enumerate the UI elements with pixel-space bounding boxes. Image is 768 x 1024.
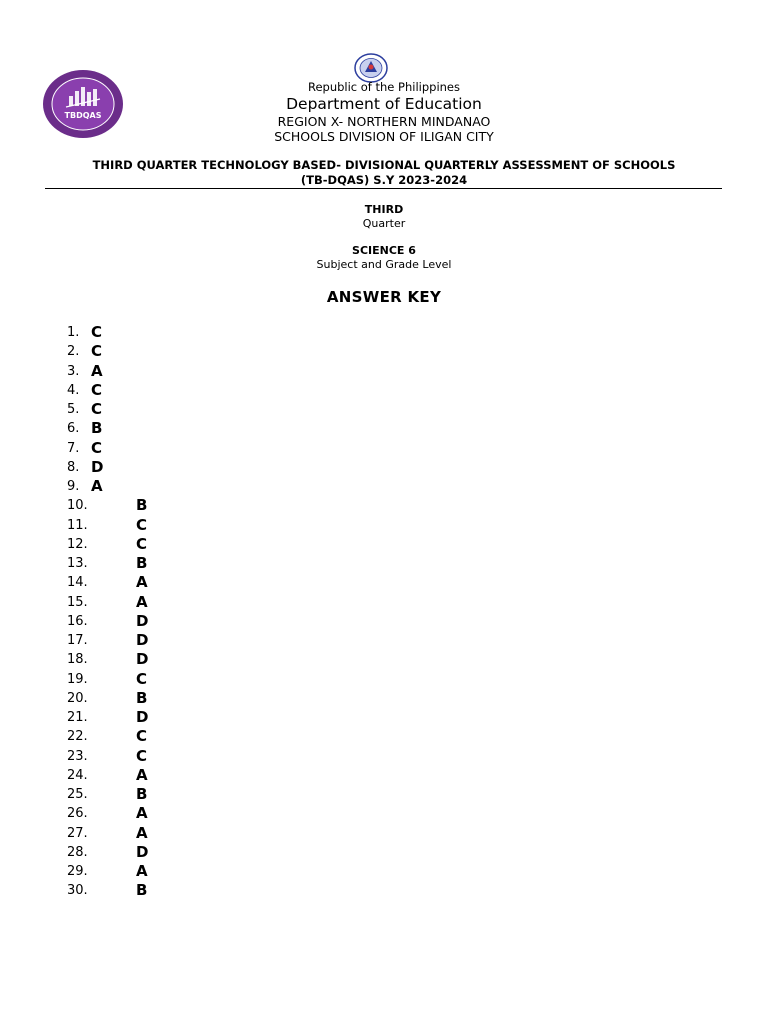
answer-letter: C (91, 342, 103, 361)
answer-item (67, 862, 367, 881)
region-line: REGION X- NORTHERN MINDANAO (277, 114, 491, 129)
answer-item (67, 689, 367, 708)
republic-line: Republic of the Philippines (307, 80, 461, 94)
answer-item (67, 785, 367, 804)
answer-item (67, 573, 367, 592)
answer-letter: C (136, 534, 148, 553)
answer-letter: B (136, 496, 148, 515)
answer-number: 5. (67, 402, 80, 417)
answer-item (67, 766, 367, 785)
answer-number: 14. (67, 575, 88, 591)
answer-letter: D (136, 650, 149, 669)
answer-number: 17. (67, 633, 88, 648)
answer-item (67, 554, 367, 573)
answer-letter: D (136, 842, 149, 861)
answer-number: 8. (67, 459, 80, 475)
answer-number: 12. (67, 536, 88, 552)
subject-value: SCIENCE 6 (352, 244, 416, 257)
answer-number: 13. (67, 556, 88, 571)
answer-letter: A (136, 765, 148, 784)
answer-letter: C (136, 727, 148, 746)
answer-letter: A (91, 361, 103, 380)
answer-item (67, 593, 367, 612)
answer-letter: C (136, 669, 148, 688)
answer-item (67, 362, 367, 381)
answer-number: 10. (67, 498, 88, 514)
answer-item (67, 535, 367, 554)
answer-letter: B (91, 419, 103, 438)
answer-letter: A (136, 823, 148, 842)
answer-item (67, 727, 367, 746)
answer-number: 3. (67, 363, 80, 379)
answer-item (67, 419, 367, 438)
answer-letter: C (136, 515, 148, 534)
answer-item (67, 881, 367, 900)
answer-letter: A (91, 477, 103, 495)
answer-number: 29. (67, 864, 88, 879)
answer-number: 22. (67, 729, 88, 745)
answer-number: 24. (67, 767, 88, 783)
department-name: Department of Education (286, 95, 482, 113)
answer-number: 27. (67, 825, 88, 841)
answer-number: 28. (67, 844, 88, 860)
answer-number: 11. (67, 517, 88, 533)
answer-item (67, 612, 367, 631)
assessment-title-line1: THIRD QUARTER TECHNOLOGY BASED- DIVISIONAL QUARTERLY ASSESSMENT OF SCHOOLS (92, 158, 676, 172)
answer-item (67, 477, 367, 496)
answer-number: 30. (67, 883, 88, 899)
answer-letter: D (136, 611, 149, 630)
answer-key-title: ANSWER KEY (326, 288, 442, 306)
answer-number: 19. (67, 671, 88, 687)
answer-letter: C (91, 400, 103, 418)
answer-item (67, 804, 367, 823)
answer-item (67, 439, 367, 458)
answer-letter: D (91, 457, 104, 476)
answer-item (67, 650, 367, 669)
answer-number: 9. (67, 479, 80, 494)
division-line: SCHOOLS DIVISION OF ILIGAN CITY (274, 129, 494, 144)
answer-number: 21. (67, 710, 88, 725)
answer-number: 4. (67, 382, 80, 398)
answer-letter: C (91, 438, 103, 457)
deped-seal-icon (353, 53, 389, 83)
answer-item (67, 342, 367, 361)
answer-number: 15. (67, 594, 88, 610)
answer-letter: A (136, 592, 148, 611)
answer-letter: C (136, 746, 148, 765)
answer-letter: A (136, 862, 148, 880)
answer-letter: D (136, 708, 149, 726)
answer-number: 26. (67, 806, 88, 822)
answer-number: 16. (67, 613, 88, 629)
answer-item (67, 631, 367, 650)
answer-item (67, 747, 367, 766)
answer-number: 7. (67, 440, 80, 456)
answer-number: 2. (67, 344, 80, 360)
answer-item (67, 843, 367, 862)
answer-item (67, 516, 367, 535)
answer-letter: B (136, 881, 148, 900)
answer-number: 18. (67, 652, 88, 668)
subject-label: Subject and Grade Level (316, 258, 452, 271)
answer-item (67, 496, 367, 515)
quarter-value: THIRD (364, 203, 404, 216)
answer-letter: C (91, 323, 103, 341)
quarter-label: Quarter (362, 217, 406, 230)
answer-item (67, 381, 367, 400)
answer-item (67, 708, 367, 727)
answer-letter: A (136, 804, 148, 823)
answer-item (67, 824, 367, 843)
answer-number: 6. (67, 421, 80, 437)
answer-number: 1. (67, 325, 80, 340)
answer-number: 25. (67, 787, 88, 802)
answer-letter: B (136, 688, 148, 707)
answer-number: 20. (67, 690, 88, 706)
header-divider (45, 188, 722, 189)
answer-item (67, 458, 367, 477)
answer-letter: C (91, 380, 103, 399)
answer-number: 23. (67, 748, 88, 764)
answer-item (67, 323, 367, 342)
answer-letter: D (136, 631, 149, 649)
answer-item (67, 670, 367, 689)
answer-letter: B (136, 554, 148, 572)
assessment-title-line2: (TB-DQAS) S.Y 2023-2024 (300, 173, 468, 187)
answer-letter: A (136, 573, 148, 592)
answer-item (67, 400, 367, 419)
answer-letter: B (136, 785, 148, 803)
answer-list (67, 323, 367, 901)
logo-text: TBDQAS (64, 111, 102, 120)
